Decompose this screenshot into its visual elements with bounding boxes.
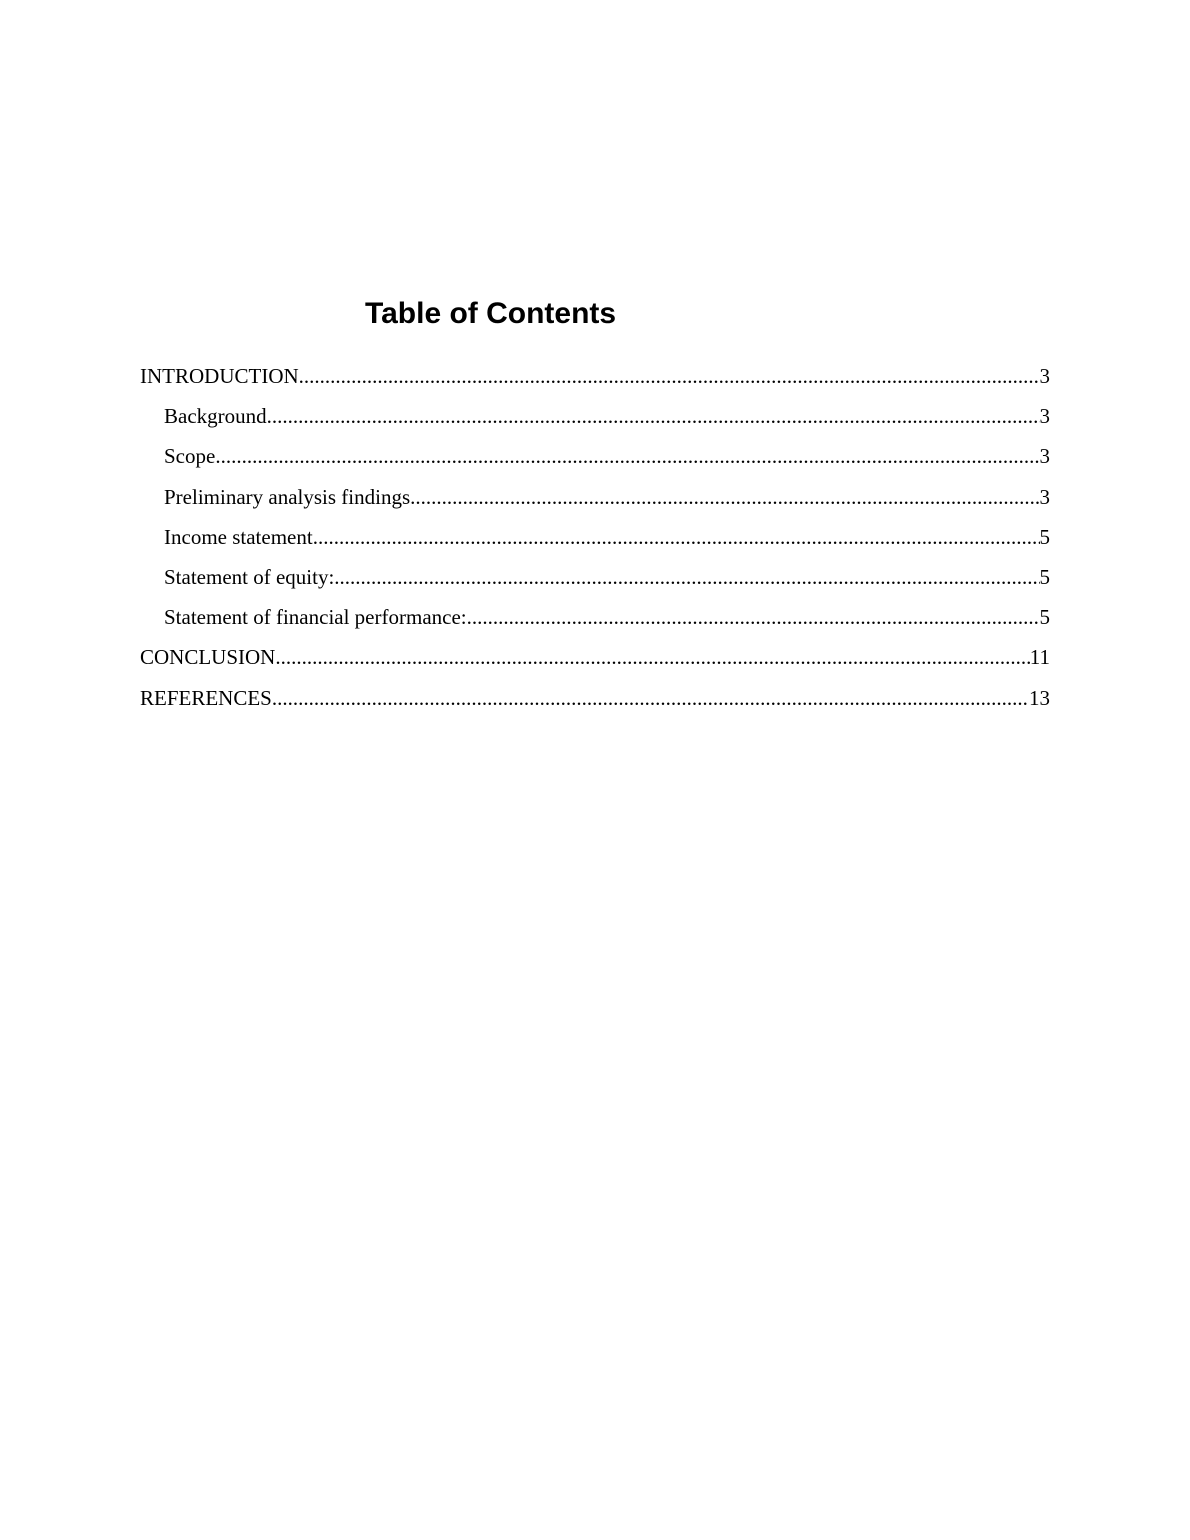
dot-leader: [313, 523, 1040, 551]
table-of-contents: [140, 362, 1050, 724]
dot-leader: [334, 563, 1039, 591]
toc-entry-label: Statement of financial performance:: [164, 605, 467, 630]
dot-leader: [410, 483, 1039, 511]
toc-entry-label: Background: [164, 404, 267, 429]
toc-entry-label: REFERENCES: [140, 685, 272, 710]
toc-entry-label: Preliminary analysis findings: [164, 484, 411, 509]
toc-entry-page-number: 3: [1039, 404, 1050, 429]
dot-leader: [215, 442, 1039, 470]
toc-entry-label: Scope: [164, 444, 216, 469]
toc-entry-page-number: 3: [1039, 484, 1050, 509]
dot-leader: [272, 684, 1029, 712]
toc-entry-label: Income statement: [164, 524, 313, 549]
toc-entry-income-statement[interactable]: [140, 523, 1050, 563]
toc-entry-page-number: 5: [1039, 524, 1050, 549]
toc-entry-page-number: 3: [1039, 444, 1050, 469]
dot-leader: [467, 603, 1040, 631]
toc-entry-statement-of-equity[interactable]: [140, 563, 1050, 603]
dot-leader: [299, 362, 1040, 390]
toc-entry-statement-of-financial-performance[interactable]: [140, 603, 1050, 643]
toc-entry-references[interactable]: [140, 684, 1050, 724]
toc-entry-label: Statement of equity:: [164, 564, 335, 589]
toc-entry-page-number: 5: [1039, 605, 1050, 630]
toc-entry-conclusion[interactable]: [140, 643, 1050, 683]
toc-entry-page-number: 3: [1039, 364, 1050, 388]
toc-entry-scope[interactable]: [140, 442, 1050, 482]
toc-title: Table of Contents: [365, 297, 617, 330]
dot-leader: [267, 402, 1040, 430]
dot-leader: [275, 643, 1029, 671]
toc-entry-introduction[interactable]: [140, 362, 1050, 402]
toc-entry-preliminary-analysis-findings[interactable]: [140, 483, 1050, 523]
toc-entry-background[interactable]: [140, 402, 1050, 442]
toc-entry-page-number: 11: [1029, 645, 1050, 670]
toc-entry-page-number: 13: [1029, 685, 1050, 710]
toc-entry-label: INTRODUCTION: [140, 364, 299, 388]
toc-entry-label: CONCLUSION: [140, 645, 276, 670]
toc-entry-page-number: 5: [1039, 564, 1050, 589]
